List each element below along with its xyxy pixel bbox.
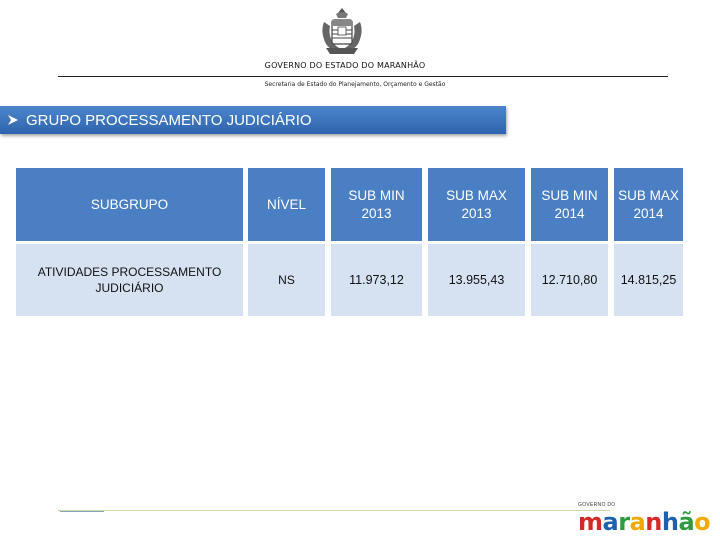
logo-letter: a [602, 508, 619, 536]
logo-letter: ã [678, 508, 695, 536]
column-header-subgrupo: SUBGRUPO [16, 168, 243, 241]
footer-rule-accent [60, 511, 104, 512]
column-header-sub-max-2013: SUB MAX 2013 [428, 168, 525, 241]
logo-letter: a [629, 508, 646, 536]
table-cell-subgrupo: ATIVIDADES PROCESSAMENTO JUDICIÁRIO [16, 244, 243, 316]
table-cell-sub-min-2014: 12.710,80 [531, 244, 608, 316]
table-cell-sub-max-2013: 13.955,43 [428, 244, 525, 316]
maranhao-logo [578, 508, 710, 536]
logo-caption: GOVERNO DO [578, 502, 616, 508]
secretariat-subtitle: Secretaria de Estado do Planejamento, Orçamento e Gestão [264, 81, 446, 88]
state-coat-of-arms-icon [318, 4, 366, 58]
column-header-sub-min-2014: SUB MIN 2014 [531, 168, 608, 241]
table-cell-sub-min-2013: 11.973,12 [331, 244, 422, 316]
column-header-sub-max-2014: SUB MAX 2014 [614, 168, 683, 241]
logo-letter: n [645, 508, 662, 536]
logo-letter: h [661, 508, 679, 536]
section-title: GRUPO PROCESSAMENTO JUDICIÁRIO [26, 111, 312, 129]
logo-letter: r [618, 508, 630, 536]
logo-letter: m [578, 508, 603, 536]
column-header-nivel: NÍVEL [248, 168, 325, 241]
government-title: GOVERNO DO ESTADO DO MARANHÃO [264, 61, 426, 70]
header-rule [58, 76, 668, 77]
table-cell-nivel: NS [248, 244, 325, 316]
arrowhead-bullet-icon [6, 113, 20, 127]
logo-letter: o [694, 508, 711, 536]
column-header-sub-min-2013: SUB MIN 2013 [331, 168, 422, 241]
footer-rule [58, 510, 610, 511]
table-cell-sub-max-2014: 14.815,25 [614, 244, 683, 316]
section-banner [0, 106, 506, 134]
